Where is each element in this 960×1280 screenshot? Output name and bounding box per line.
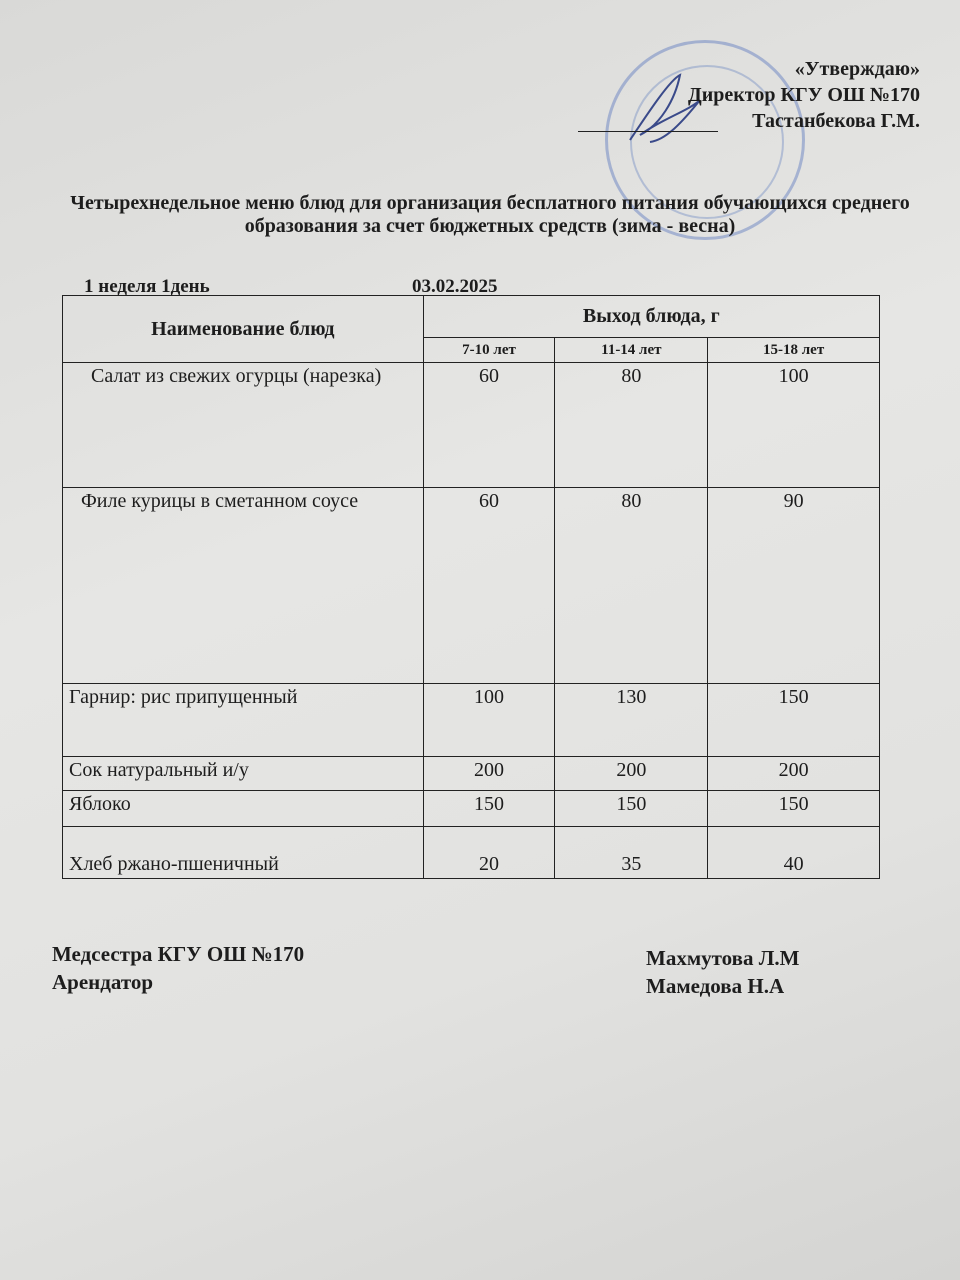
table-row <box>63 791 880 827</box>
yield-value: 20 <box>423 827 555 879</box>
yield-value: 130 <box>555 684 708 757</box>
header-yield: Выход блюда, г <box>423 296 879 338</box>
yield-value: 200 <box>555 757 708 791</box>
header-age-group: 15-18 лет <box>708 338 880 363</box>
dish-name: Хлеб ржано-пшеничный <box>63 827 424 879</box>
yield-value: 100 <box>423 684 555 757</box>
approval-director: Директор КГУ ОШ №170 <box>687 84 920 106</box>
yield-value: 60 <box>423 488 555 684</box>
dish-name: Салат из свежих огурцы (нарезка) <box>63 363 424 488</box>
yield-value: 80 <box>555 488 708 684</box>
yield-value: 100 <box>708 363 880 488</box>
dish-name: Филе курицы в сметанном соусе <box>63 488 424 684</box>
menu-date: 03.02.2025 <box>412 276 498 297</box>
dish-name: Гарнир: рис припущенный <box>63 684 424 757</box>
signature-scribble <box>620 70 710 150</box>
yield-value: 150 <box>423 791 555 827</box>
approval-name: Тастанбекова Г.М. <box>752 110 920 132</box>
yield-value: 200 <box>708 757 880 791</box>
table-row <box>63 827 880 879</box>
yield-value: 150 <box>708 791 880 827</box>
header-dish-name: Наименование блюд <box>63 296 424 363</box>
header-age-group: 11-14 лет <box>555 338 708 363</box>
yield-value: 60 <box>423 363 555 488</box>
yield-value: 150 <box>708 684 880 757</box>
day-label: 1 неделя 1день <box>84 276 210 297</box>
yield-value: 40 <box>708 827 880 879</box>
tenant-signature-label: Арендатор <box>52 970 154 994</box>
yield-value: 150 <box>555 791 708 827</box>
table-row <box>63 488 880 684</box>
document-title: Четырехнедельное меню блюд для организация бесплатного питания обучающихся среднего образования за счет бюджетных средств (зима - весна) <box>70 192 910 237</box>
signature-line <box>578 131 718 132</box>
yield-value: 200 <box>423 757 555 791</box>
yield-value: 90 <box>708 488 880 684</box>
nurse-signature-label: Медсестра КГУ ОШ №170 <box>52 942 305 966</box>
table-row <box>63 757 880 791</box>
menu-table <box>62 295 880 879</box>
header-age-group: 7-10 лет <box>423 338 555 363</box>
dish-name: Яблоко <box>63 791 424 827</box>
nurse-name: Махмутова Л.М <box>646 946 800 970</box>
table-row <box>63 684 880 757</box>
tenant-name: Мамедова Н.А <box>646 974 785 998</box>
table-row <box>63 363 880 488</box>
dish-name: Сок натуральный и/у <box>63 757 424 791</box>
yield-value: 80 <box>555 363 708 488</box>
approval-line: «Утверждаю» <box>794 58 920 80</box>
yield-value: 35 <box>555 827 708 879</box>
